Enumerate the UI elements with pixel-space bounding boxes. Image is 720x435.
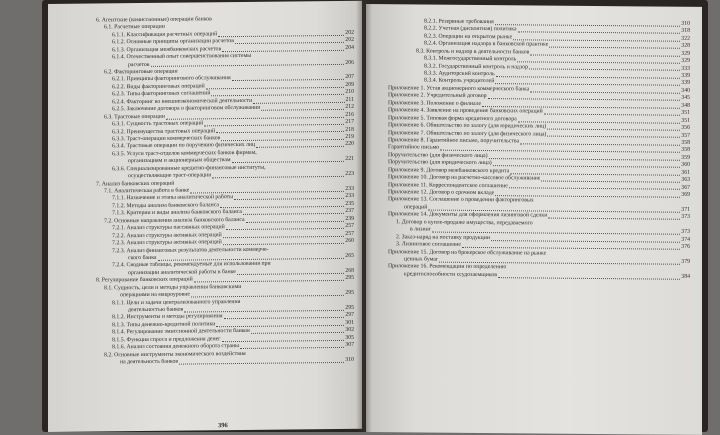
toc-entry-page: 302: [345, 327, 354, 334]
toc-entry-page: 210: [345, 89, 354, 96]
toc-entry-page: 206: [345, 59, 354, 66]
toc-leader-dots: [498, 277, 680, 280]
toc-entry-title: Приложение 9. Договор межбанковского кредита: [388, 166, 510, 174]
toc-entry-title: 6. Агентские (комиссионные) операции банков: [96, 16, 212, 24]
toc-entry-page: 212: [345, 104, 354, 111]
toc-entry-title: 7.1.1. Назначение и этапы аналитической работы: [112, 194, 234, 202]
toc-entry-page: 373: [681, 214, 690, 221]
toc-entry-page: 301: [345, 319, 354, 326]
toc-entry-title: Приложение 8. Гарантийное письмо, поручительства: [388, 137, 520, 145]
toc-entry-title: 7.2.4. Сводные таблицы, рекомендуемые для использования при: [112, 261, 271, 269]
toc-entry: [388, 271, 690, 281]
toc-entry-title: кредитоспособности ссудозаемщиков: [404, 271, 497, 279]
toc-right: [366, 18, 702, 281]
toc-entry-title: Приложение 14. Документы для оформления лизинговой сделки: [388, 211, 548, 219]
toc-entry-title: 8.1. Сущность, цели и методы управления банковскими: [104, 283, 242, 292]
toc-entry-page: 233: [345, 193, 354, 200]
toc-entry-title: 6.2.2. Виды факторинговых операций: [112, 83, 205, 91]
toc-entry-title: 6.3.5. Услуги траст-отделов коммерческих банков фирмам,: [112, 149, 257, 158]
toc-entry-title: 8.1.3. Типы денежно-кредитной политики: [112, 321, 216, 329]
toc-leader-dots: [261, 109, 344, 111]
toc-entry-title: 8.2.1. Резервные требования: [424, 18, 494, 26]
toc-entry-page: 318: [681, 28, 690, 35]
toc-entry-title: ского банка: [128, 254, 157, 262]
toc-entry-page: 297: [345, 312, 354, 319]
toc-entry-title: 6.3.4. Трастовые операции по поручению физических лиц: [112, 142, 256, 150]
toc-entry-title: 8.1.1. Цели и задачи централизованного управления: [112, 298, 241, 306]
toc-leader-dots: [272, 266, 353, 267]
toc-entry-title: 7.2.3. Анализ структуры активных операций: [112, 239, 222, 247]
toc-entry-title: 6.3.2. Преимущества трастовых операций: [112, 127, 216, 135]
toc-entry-title: Приложение 15. Договор на брокерское обслуживание на рынке: [388, 248, 547, 257]
toc-entry-title: расчетов: [128, 61, 150, 68]
toc-entry-title: Приложение 10. Договор на расчетно-кассовое обслуживание: [388, 174, 541, 182]
toc-entry-page: 219: [345, 133, 354, 140]
toc-entry-title: Приложение 12. Договор о срочном вкладе: [388, 189, 495, 197]
toc-entry-title: 8.1.6. Анализ состояния денежного оборота страны: [112, 343, 240, 351]
toc-entry-title: 6.2.3. Типы факторинговых соглашений: [112, 90, 211, 98]
toc-entry-title: 6.3.1. Сущность трастовых операций: [112, 120, 204, 128]
toc-entry-page: 220: [345, 141, 354, 148]
toc-entry-title: ценных бумаг: [404, 256, 439, 263]
toc-entry-title: 6.1.1. Классификация расчетных операций: [112, 31, 218, 39]
toc-entry-title: операций: [404, 204, 428, 211]
toc-entry-title: 8.2.4. Организация надзора в банковской практике: [424, 40, 549, 48]
toc-leader-dots: [253, 102, 344, 104]
toc-entry-page: 367: [681, 184, 690, 191]
toc-entry-page: 204: [345, 44, 354, 51]
toc-entry-page: 211: [345, 96, 354, 103]
toc-entry-title: 6.1.2. Основные принципы организации расчетов: [112, 38, 234, 46]
toc-entry-page: 305: [345, 334, 354, 341]
toc-entry-page: 371: [681, 206, 690, 213]
toc-entry-page: 329: [681, 50, 690, 57]
toc-entry-title: 6.2. Факторинговые операции: [104, 68, 178, 76]
toc-entry-page: 345: [681, 95, 690, 102]
toc-leader-dots: [179, 362, 344, 365]
toc-entry-title: 6.2.4. Факторинг во внешнеэкономической деятельности: [112, 97, 253, 106]
toc-entry-title: на деятельность банков: [120, 358, 179, 366]
toc-entry-page: 295: [345, 304, 354, 311]
toc-entry-title: организациям и акционерным обществам: [128, 157, 231, 165]
toc-entry-title: Приложение 3. Положение о филиале: [388, 99, 482, 107]
toc-entry-title: 8.1.5. Функция спроса и предложения денег: [112, 335, 221, 344]
toc-entry-title: 2. Заказ-наряд на поставку продукции: [396, 233, 490, 241]
toc-entry-title: 6.3. Трастовые операции: [104, 113, 165, 121]
toc-entry-title: Приложение 1. Устав акционерного коммерческого банка: [388, 85, 530, 93]
toc-entry-page: 235: [345, 200, 354, 207]
toc-entry-title: 6.3.3. Траст-операции коммерческих банков: [112, 135, 221, 143]
toc-entry-title: 7.2. Основные направления анализа банковского баланса: [104, 216, 245, 225]
toc-entry-page: 374: [681, 236, 690, 243]
toc-entry-page: 217: [345, 118, 354, 125]
toc-entry-page: 322: [681, 35, 690, 42]
toc-entry-title: Приложение 2. Учредительный договор: [388, 92, 487, 100]
toc-entry-page: 384: [681, 273, 690, 280]
toc-entry-page: 207: [345, 74, 354, 81]
toc-leader-dots: [246, 221, 345, 223]
toc-entry-title: Поручительство (для физического лица): [388, 152, 488, 159]
toc-entry-title: 6.2.1. Принципы факторингового обслуживания: [112, 75, 231, 83]
toc-entry-page: 339: [681, 80, 690, 87]
toc-entry-page: 358: [681, 139, 690, 146]
toc-entry-page: 376: [681, 243, 690, 250]
toc-entry-title: 7. Анализ банковских операций: [96, 180, 175, 188]
toc-entry-title: в лизинг: [410, 226, 432, 233]
toc-entry-title: 6.3.6. Специализированные кредитно-финансовые институты,: [112, 164, 266, 173]
toc-entry-page: 361: [681, 169, 690, 176]
toc-entry-page: 351: [681, 117, 690, 124]
toc-entry-page: 360: [681, 162, 690, 169]
toc-entry-title: Гарантийное письмо: [388, 144, 440, 152]
toc-entry-page: 209: [345, 81, 354, 88]
toc-entry-page: 359: [681, 154, 690, 161]
toc-entry-title: 7.1.3. Критерии и виды анализа банковского баланса: [112, 209, 242, 217]
page-number: 396: [218, 422, 228, 430]
toc-entry-title: 8.2.2. Учетная (дисконтная) политика: [424, 25, 517, 33]
toc-entry-page: 310: [681, 20, 690, 27]
toc-entry-page: 257: [345, 230, 354, 237]
toc-entry-title: Приложение 7. Обязательство по залогу (для физического лица): [388, 129, 547, 138]
toc-entry-page: 369: [681, 191, 690, 198]
toc-entry-page: 239: [345, 215, 354, 222]
toc-entry-title: Приложение 16. Рекомендации по определению: [388, 263, 507, 271]
toc-entry-title: 6.1. Расчетные операции: [104, 24, 165, 31]
left-page: [48, 1, 362, 432]
toc-entry-page: 268: [345, 267, 354, 274]
toc-entry-title: осуществляющие траст-операции: [128, 172, 212, 180]
right-page: [366, 4, 702, 435]
toc-leader-dots: [251, 332, 344, 334]
book-gutter: [356, 0, 372, 432]
toc-entry-title: 8.3.3. Аудиторский контроль: [424, 70, 495, 78]
toc-entry-page: 357: [681, 132, 690, 139]
toc-entry-page: 348: [681, 102, 690, 109]
toc-entry-title: Поручительство (для юридического лица): [388, 159, 492, 167]
toc-entry-title: 7.1. Аналитическая работа в банке: [104, 187, 190, 195]
toc-entry-page: 351: [681, 109, 690, 117]
toc-entry-title: Приложение 11. Корреспондентское соглашение: [388, 181, 508, 189]
toc-entry-page: 221: [345, 156, 354, 163]
toc-entry-page: 379: [681, 258, 690, 265]
toc-entry-title: 8. Регулирование банковских операций: [96, 276, 193, 284]
toc-entry-title: Приложение 13. Соглашение о проведении факторинговых: [388, 196, 534, 204]
toc-entry-page: 216: [345, 111, 354, 118]
toc-entry-page: 356: [681, 124, 690, 131]
toc-entry-title: 8.1.4. Регулирование эмиссионной деятельности банков: [112, 328, 250, 336]
toc-entry-title: Приложение 4. Заявление на проведение банковских операций: [388, 107, 543, 115]
toc-entry-page: 223: [345, 170, 354, 178]
toc-entry-page: 333: [681, 65, 690, 72]
toc-left: [48, 15, 362, 368]
toc-entry-title: Приложение 5. Типовая форма кредитного договора: [388, 114, 517, 122]
toc-entry-page: 218: [345, 126, 354, 133]
toc-entry-title: 7.2.3. Анализ финансовых результатов деятельности коммерче-: [112, 246, 269, 254]
toc-entry-title: 7.2.1. Анализ структуры пассивных операций: [112, 224, 225, 232]
toc-entry-title: 1. Договор о купле-продаже имущества, передаваемого: [396, 219, 533, 227]
toc-entry-title: 8.2. Основные инструменты экономического воздействия: [104, 350, 246, 359]
toc-entry-title: 7.2.2. Анализ структуры активных операций: [112, 231, 222, 240]
toc-entry-page: 260: [345, 237, 354, 244]
toc-leader-dots: [256, 146, 344, 148]
toc-entry-title: деятельностью банков: [128, 306, 184, 314]
toc-entry-title: 8.3.1. Межгосударственный контроль: [424, 55, 517, 63]
toc-entry-page: 237: [345, 208, 354, 215]
toc-entry-page: 307: [345, 342, 354, 349]
toc-entry-title: 7.1.2. Методы анализа банковского баланса: [112, 202, 219, 210]
toc-entry-title: 8.3.2. Государственный контроль и надзор: [424, 63, 528, 71]
toc-entry-title: операциями на макроуровне: [120, 291, 190, 299]
toc-entry-title: 8.3.4. Контроль учредителей: [424, 77, 495, 85]
toc-entry-title: Приложение 6. Обязательство по залогу (для юридических лиц): [388, 122, 547, 130]
toc-entry-page: 233: [345, 185, 354, 192]
toc-entry-page: 358: [681, 147, 690, 154]
toc-entry-title: 8.2.3. Операции на открытом рынке: [424, 33, 513, 41]
toc-entry-title: 6.2.5. Заключение договора о факторинговом обслуживании: [112, 105, 261, 113]
toc-entry-page: 295: [345, 289, 354, 297]
toc-entry-page: 363: [681, 176, 690, 183]
toc-entry-page: 310: [345, 356, 354, 363]
toc-entry-page: 295: [345, 275, 354, 282]
toc-entry-title: 8.3. Контроль и надзор в деятельности банков: [416, 48, 530, 56]
toc-entry-page: 328: [681, 43, 690, 50]
toc-entry-page: 339: [681, 72, 690, 79]
toc-entry-title: 6.1.4. Отечественный опыт совершенствования системы: [112, 53, 252, 61]
toc-entry-page: 257: [345, 223, 354, 230]
toc-entry-page: 202: [345, 37, 354, 44]
toc-entry-page: 340: [681, 87, 690, 94]
toc-entry-page: 265: [345, 252, 354, 259]
toc-entry-page: 373: [681, 228, 690, 236]
toc-entry-title: организации аналитической работы в банке: [128, 268, 236, 277]
toc-entry-title: 6.1.3. Организация межбанковских расчетов: [112, 45, 222, 54]
toc-entry-page: 329: [681, 57, 690, 64]
toc-entry-title: 3. Лизинговое соглашение: [396, 241, 461, 248]
toc-entry-title: 8.1.2. Инструменты и методы регулирования: [112, 313, 223, 321]
toc-entry-page: 202: [345, 29, 354, 36]
